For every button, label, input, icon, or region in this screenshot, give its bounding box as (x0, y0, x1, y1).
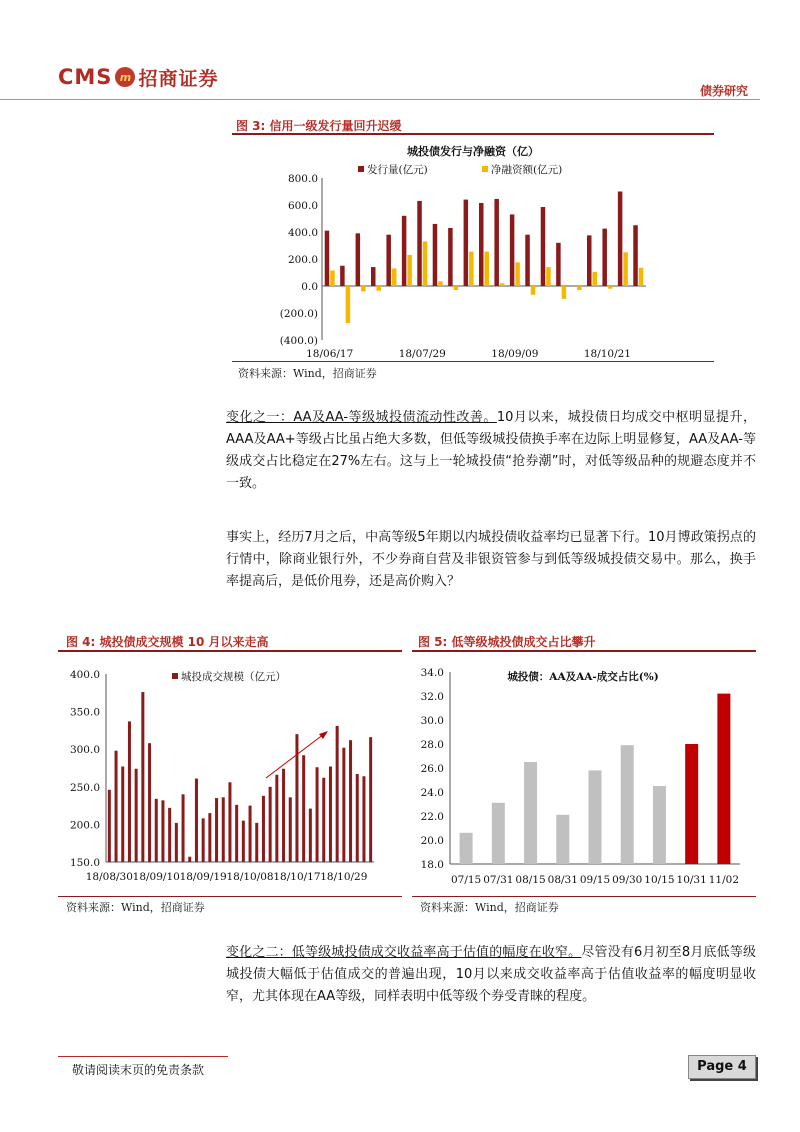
fig5-share-bar (556, 815, 569, 864)
logo-mark-letter: m (119, 70, 132, 84)
fig4-volume-bar (195, 779, 198, 862)
fig5-y-tick-label: 22.0 (420, 811, 444, 823)
fig4-volume-bar (182, 794, 185, 862)
fig5-x-tick-label: 07/31 (483, 874, 514, 886)
fig3-y-tick-label: (400.0) (279, 335, 318, 347)
fig5-bottom-rule (412, 896, 756, 897)
fig4-volume-bar (282, 769, 285, 862)
fig3-issuance-bar (525, 235, 530, 286)
fig5-x-tick-label: 11/02 (708, 874, 740, 886)
logo-chinese: 招商证券 (138, 67, 219, 90)
fig4-x-tick-label: 18/10/17 (273, 871, 321, 883)
fig3-legend (358, 163, 562, 176)
fig3-legend-issuance: 发行量(亿元) (367, 164, 428, 176)
fig4-x-tick-label: 18/10/29 (320, 871, 368, 883)
fig3-issuance-bar (433, 224, 438, 286)
fig3-x-tick-label: 18/06/17 (306, 348, 354, 360)
fig5-x-tick-label: 07/15 (450, 874, 482, 886)
fig4-y-tick-label: 400.0 (69, 669, 100, 681)
fig4-x-tick-label: 18/09/10 (132, 871, 180, 883)
fig3-x-tick-label: 18/10/21 (583, 348, 632, 360)
fig3-issuance-bar (556, 243, 561, 286)
fig5-y-tick-label: 18.0 (420, 859, 444, 871)
fig4-volume-bar (322, 778, 325, 862)
fig4-x-tick-label: 18/08/30 (85, 871, 133, 883)
fig3-net-financing-bar (577, 286, 582, 290)
fig3-issuance-bar (618, 192, 623, 287)
fig4-volume-bar (108, 790, 111, 862)
fig3-bottom-rule (232, 361, 714, 362)
fig3-source: 资料来源：Wind，招商证券 (238, 367, 377, 380)
paragraph-change-one-lead: 变化之一：AA及AA-等级城投债流动性改善。 (226, 410, 497, 425)
fig4-volume-bar (222, 797, 225, 862)
fig4-volume-bar (208, 813, 211, 862)
fig3-legend-swatch-issuance (358, 166, 364, 172)
fig3-issuance-bar (325, 231, 330, 286)
fig5-chart (412, 654, 756, 896)
fig4-volume-bar (362, 776, 365, 862)
section-tag: 债券研究 (700, 84, 749, 98)
fig3-net-financing-bar (531, 286, 536, 295)
fig3-net-financing-bar (562, 286, 567, 299)
fig4-volume-bar (128, 721, 131, 862)
fig3-y-tick-label: 200.0 (287, 254, 318, 266)
fig5-title: 图 5: 低等级城投债成交占比攀升 (418, 635, 596, 649)
fig4-volume-bar (155, 799, 158, 862)
fig5-source: 资料来源：Wind，招商证券 (420, 901, 559, 914)
fig3-legend-swatch-net (482, 166, 488, 172)
fig4-legend-swatch (172, 673, 178, 679)
fig4-volume-bar (135, 769, 138, 862)
fig5-share-bar (685, 744, 698, 864)
paragraph-change-one (226, 407, 756, 495)
fig4-y-tick-label: 300.0 (69, 744, 100, 757)
fig3-y-tick-label: 0.0 (301, 281, 318, 293)
fig4-volume-bar (302, 755, 305, 862)
fig3-net-financing-bar (361, 286, 366, 291)
fig3-legend-net: 净融资额(亿元) (491, 164, 563, 176)
fig3-net-financing-bar (454, 286, 459, 290)
fig4-volume-bar (168, 808, 171, 862)
fig4-y-axis (70, 669, 100, 869)
fig3-chart (232, 136, 714, 362)
fig4-volume-bar (262, 796, 265, 862)
fig4-title: 图 4: 城投债成交规模 10 月以来走高 (66, 635, 269, 649)
fig5-y-tick-label: 26.0 (420, 763, 444, 775)
fig5-x-tick-label: 10/31 (676, 874, 707, 886)
fig4-legend-label: 城投成交规模（亿元） (181, 671, 286, 683)
fig3-x-tick-label: 18/09/09 (491, 348, 539, 360)
fig4-y-tick-label: 150.0 (69, 857, 100, 869)
fig4-volume-bar (309, 809, 312, 862)
fig4-source: 资料来源：Wind，招商证券 (66, 901, 205, 914)
fig5-y-tick-label: 30.0 (420, 715, 444, 727)
fig5-bars (460, 694, 731, 864)
fig5-y-tick-label: 34.0 (420, 667, 444, 679)
fig5-share-bar (717, 694, 730, 864)
fig3-y-tick-label: 600.0 (287, 200, 318, 212)
fig4-volume-bar (336, 726, 339, 862)
fig4-volume-bar (275, 775, 278, 862)
fig4-bars (108, 692, 372, 862)
fig3-x-tick-label: 18/07/29 (398, 348, 446, 360)
fig3-net-financing-bar (377, 286, 382, 291)
paragraph-fact: 事实上，经历7月之后，中高等级5年期以内城投债收益率均已显著下行。10月博政策拐点的行情中，除商业银行外，不少券商自营及非银资管参与到低等级城投债交易中。那么，换手率提高后，是低价甩券，还是高价购入？ (226, 530, 756, 589)
fig4-volume-bar (356, 774, 359, 862)
fig3-issuance-bar (479, 203, 484, 286)
fig4-y-tick-label: 250.0 (69, 781, 100, 794)
fig5-y-tick-label: 28.0 (420, 739, 444, 751)
fig3-issuance-bar (633, 225, 638, 286)
fig3-title: 图 3: 信用一级发行量回升迟缓 (236, 119, 402, 133)
fig4-volume-bar (329, 766, 332, 862)
fig3-issuance-bar (587, 235, 592, 286)
fig5-share-bar (653, 786, 666, 864)
fig4-volume-bar (342, 748, 345, 862)
cms-logo (58, 62, 218, 92)
fig3-issuance-bar (340, 266, 345, 286)
fig4-volume-bar (255, 823, 258, 862)
fig5-share-bar (589, 770, 602, 864)
fig4-volume-bar (242, 821, 245, 862)
fig3-y-tick-label: 800.0 (287, 173, 318, 185)
header-divider (0, 99, 760, 100)
fig3-net-financing-bar (485, 252, 490, 286)
fig4-volume-bar (316, 767, 319, 862)
fig3-chart-title: 城投债发行与净融资（亿） (407, 145, 539, 158)
fig3-net-financing-bar (392, 268, 397, 286)
fig4-volume-bar (369, 737, 372, 862)
fig5-x-axis (451, 874, 739, 886)
footer-divider (58, 1056, 228, 1057)
fig3-bars (325, 192, 644, 324)
fig4-volume-bar (349, 740, 352, 862)
paragraph-change-two-body: 尽管没有6月初至8月底低等级城投债大幅低于估值成交的普遍出现，10月以来成交收益率高于估值收益率的幅度明显收窄，尤其体现在AA等级，同样表明中低等级个券受青睐的程度。 (226, 945, 756, 1004)
fig3-issuance-bar (448, 228, 453, 286)
fig4-volume-bar (115, 751, 118, 862)
fig3-net-financing-bar (546, 267, 551, 286)
fig3-net-financing-bar (515, 262, 520, 286)
fig4-volume-bar (121, 766, 124, 862)
fig3-x-axis (306, 348, 631, 360)
logo-latin: CMS (58, 65, 113, 89)
fig3-net-financing-bar (593, 272, 598, 286)
fig4-x-tick-label: 18/09/19 (179, 871, 227, 883)
fig5-share-bar (460, 833, 473, 864)
fig4-volume-bar (141, 692, 144, 862)
fig4-volume-bar (148, 743, 151, 862)
fig4-chart (58, 654, 402, 896)
fig5-x-tick-label: 08/31 (547, 874, 578, 886)
fig4-volume-bar (235, 805, 238, 862)
fig3-issuance-bar (402, 216, 407, 286)
fig5-y-tick-label: 32.0 (420, 691, 444, 703)
fig4-volume-bar (202, 818, 205, 862)
fig4-top-rule (58, 650, 402, 652)
disclaimer: 敬请阅读末页的免责条款 (72, 1063, 205, 1077)
fig3-issuance-bar (356, 233, 361, 286)
fig3-net-financing-bar (346, 286, 351, 323)
trend-arrowhead-icon (319, 731, 328, 739)
fig3-net-financing-bar (407, 255, 412, 286)
paragraph-change-two-lead: 变化之二：低等级城投债成交收益率高于估值的幅度在收窄。 (226, 945, 582, 960)
fig3-issuance-bar (386, 235, 391, 286)
fig3-issuance-bar (602, 229, 607, 286)
fig3-net-financing-bar (423, 241, 428, 286)
fig5-share-bar (621, 745, 634, 864)
fig4-volume-bar (228, 782, 231, 862)
page-number: Page 4 (688, 1055, 756, 1079)
paragraph-change-two (226, 942, 756, 1008)
fig3-y-tick-label: 400.0 (287, 227, 318, 239)
fig4-volume-bar (249, 806, 252, 862)
fig5-y-tick-label: 20.0 (420, 835, 444, 847)
fig5-share-bar (492, 803, 505, 864)
fig3-issuance-bar (541, 207, 546, 286)
fig3-net-financing-bar (623, 252, 628, 286)
fig5-top-rule (412, 650, 756, 652)
fig4-y-tick-label: 200.0 (69, 819, 100, 832)
fig4-x-tick-label: 18/10/08 (226, 871, 274, 883)
fig3-net-financing-bar (639, 268, 644, 286)
fig5-x-tick-label: 08/15 (515, 874, 546, 886)
fig3-y-tick-label: (200.0) (279, 308, 318, 320)
fig5-share-bar (524, 762, 537, 864)
fig4-volume-bar (269, 787, 272, 862)
fig4-volume-bar (215, 798, 218, 862)
fig5-y-tick-label: 24.0 (420, 787, 444, 799)
fig4-volume-bar (289, 797, 292, 862)
fig4-bottom-rule (58, 896, 402, 897)
fig4-y-tick-label: 350.0 (69, 706, 100, 719)
fig5-x-tick-label: 09/30 (612, 874, 643, 886)
fig3-issuance-bar (417, 201, 422, 286)
fig5-y-axis (421, 667, 444, 871)
fig3-issuance-bar (510, 214, 515, 286)
fig3-net-financing-bar (330, 270, 335, 286)
fig4-legend (172, 670, 286, 683)
fig3-top-rule (232, 133, 714, 135)
fig3-net-financing-bar (500, 283, 505, 286)
fig3-issuance-bar (371, 267, 376, 286)
fig3-issuance-bar (494, 199, 499, 286)
paragraph-change-one-body: 10月以来，城投债日均成交中枢明显提升，AAA及AA+等级占比虽占绝大多数，但低等级城投债换手率在边际上明显修复，AA及AA-等级成交占比稳定在27%左右。这与上一轮城投债“抢券潮”时，对低等级品种的规避态度并不一致。 (226, 410, 757, 491)
fig3-issuance-bar (464, 200, 469, 286)
fig4-volume-bar (175, 823, 178, 862)
fig5-x-tick-label: 10/15 (644, 874, 675, 886)
fig5-chart-title: 城投债：AA及AA-成交占比(%) (507, 671, 659, 683)
fig3-y-axis (280, 173, 318, 347)
fig4-x-axis (86, 871, 368, 883)
fig4-volume-bar (161, 800, 164, 862)
fig3-net-financing-bar (438, 281, 443, 286)
fig4-volume-bar (188, 857, 191, 862)
fig3-net-financing-bar (469, 252, 474, 286)
fig3-net-financing-bar (608, 286, 613, 289)
logo-mark-icon (115, 67, 135, 87)
fig5-x-tick-label: 09/15 (579, 874, 611, 886)
